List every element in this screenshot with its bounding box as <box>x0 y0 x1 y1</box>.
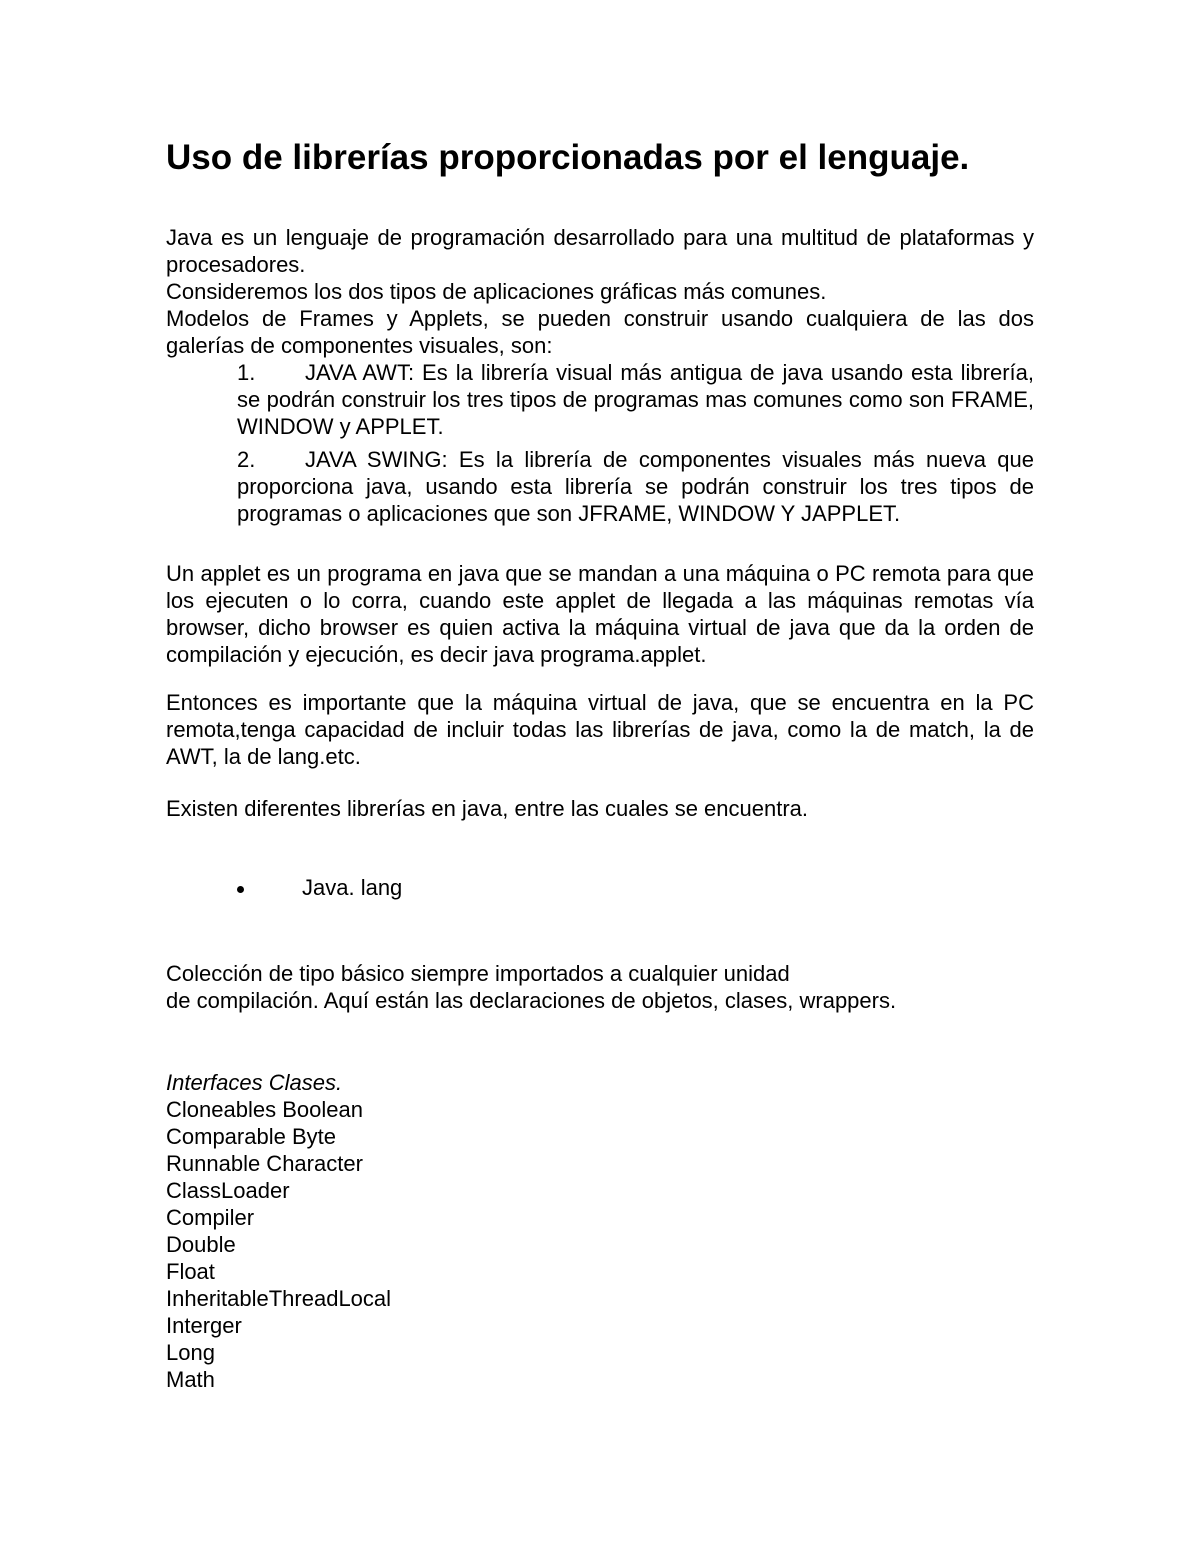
list-item: ClassLoader <box>166 1178 290 1203</box>
bullet-dot-icon <box>237 886 244 893</box>
libraries-intro: Existen diferentes librerías en java, entre las cuales se encuentra. <box>166 796 809 821</box>
applet-paragraph: Un applet es un programa en java que se mandan a una máquina o PC remota para que los ejecuten o lo corra, cuando este applet de llegada a las máquinas remotas vía browser, dicho browser es quien activa la máquina virtual de java que da la orden de compilación y ejecución, es decir java programa.applet. <box>166 561 1034 667</box>
list-item: Float <box>166 1259 215 1284</box>
list-item: InheritableThreadLocal <box>166 1286 392 1311</box>
list-item-awt <box>237 359 1034 440</box>
intro-paragraph-1: Java es un lenguaje de programación desarrollado para una multitud de plataformas y procesadores. <box>166 225 1034 277</box>
page-title: Uso de librerías proporcionadas por el lenguaje. <box>166 138 970 177</box>
list-item-swing <box>237 446 1034 527</box>
list-item: Long <box>166 1340 215 1365</box>
list-number: 2. <box>237 447 256 472</box>
intro-paragraph-2: Consideremos los dos tipos de aplicaciones gráficas más comunes. <box>166 279 827 304</box>
list-item: Cloneables Boolean <box>166 1097 363 1122</box>
classes-list <box>166 1069 1034 1393</box>
classes-list-header: Interfaces Clases. <box>166 1070 343 1095</box>
list-text: JAVA SWING: Es la librería de componentes visuales más nueva que proporciona java, usando esta librería se podrán construir los tres tipos de programas o aplicaciones que son JFRAME, WINDOW Y JAPPLET. <box>237 447 1034 526</box>
bullet-item <box>237 874 402 901</box>
collection-line-1: Colección de tipo básico siempre importados a cualquier unidad <box>166 961 790 986</box>
list-text: JAVA AWT: Es la librería visual más antigua de java usando esta librería, se podrán construir los tres tipos de programas mas comunes como son FRAME, WINDOW y APPLET. <box>237 360 1034 439</box>
list-item: Compiler <box>166 1205 255 1230</box>
collection-paragraph <box>166 960 1034 1014</box>
virtual-machine-paragraph: Entonces es importante que la máquina virtual de java, que se encuentra en la PC remota,tenga capacidad de incluir todas las librerías de java, como la de match, la de AWT, la de lang.etc. <box>166 690 1034 769</box>
list-item: Math <box>166 1367 215 1392</box>
bullet-text: Java. lang <box>302 875 403 900</box>
list-item: Double <box>166 1232 236 1257</box>
intro-paragraph-3: Modelos de Frames y Applets, se pueden construir usando cualquiera de las dos galerías de componentes visuales, son: <box>166 306 1034 358</box>
collection-line-2: de compilación. Aquí están las declaraciones de objetos, clases, wrappers. <box>166 988 897 1013</box>
list-item: Comparable Byte <box>166 1124 336 1149</box>
list-item: Interger <box>166 1313 242 1338</box>
list-item: Runnable Character <box>166 1151 363 1176</box>
list-number: 1. <box>237 360 256 385</box>
